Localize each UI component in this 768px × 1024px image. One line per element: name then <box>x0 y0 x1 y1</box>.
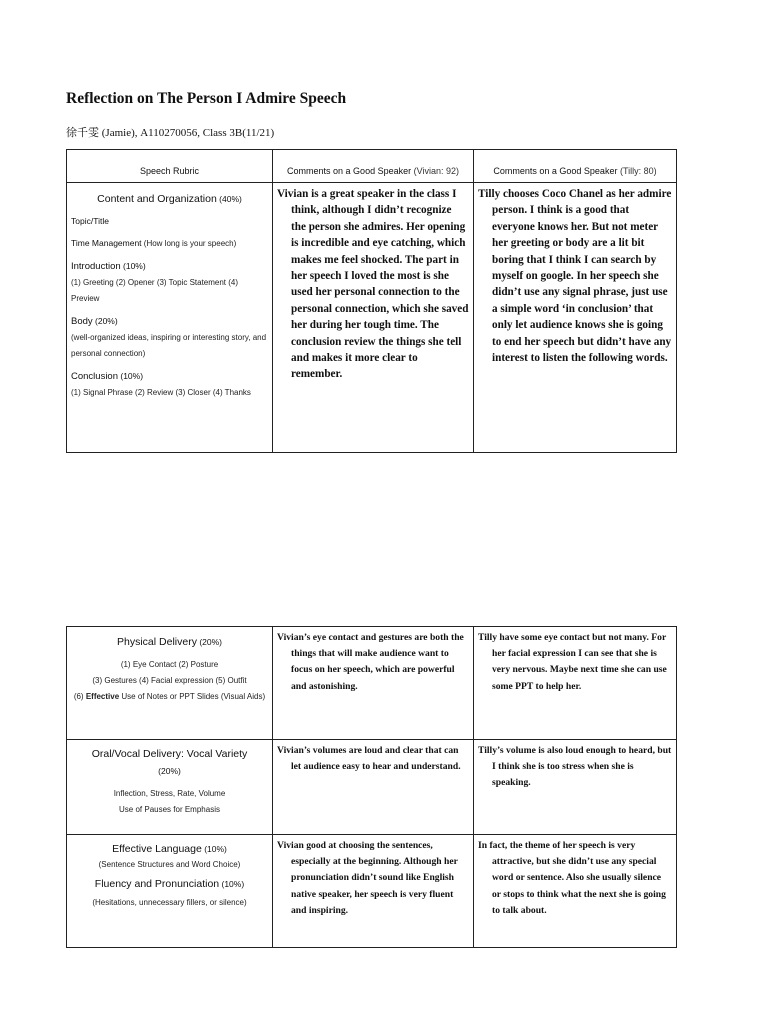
topic-label: Topic/Title <box>71 216 109 226</box>
vivian-comment-cell <box>273 627 474 740</box>
topic-title-label <box>71 213 268 229</box>
author-byline: 徐千雯 (Jamie), A110270056, Class 3B(11/21) <box>66 127 275 139</box>
rubric-cell-content <box>67 183 273 453</box>
header-label: Speech Rubric <box>139 165 200 176</box>
physical-line-2: (3) Gestures (4) Facial expression (5) Outfit <box>92 676 247 685</box>
content-pct: (40%) <box>216 194 242 204</box>
rubric-table-top <box>66 149 677 453</box>
header-vivian <box>273 150 474 183</box>
vivian-comment-cell <box>273 835 474 948</box>
header-score: (Tilly: 80) <box>619 165 657 176</box>
physical-line-1: (1) Eye Contact (2) Posture <box>120 660 219 669</box>
tilly-comment-cell <box>474 835 677 948</box>
body-heading <box>71 313 268 330</box>
line3-bold: Effective <box>85 692 120 701</box>
header-score: (Vivian: 92) <box>413 165 459 176</box>
time-heading: Time Management <box>71 238 142 248</box>
fluency-heading: Fluency and Pronunciation <box>94 878 220 890</box>
vocal-pct: (20%) <box>158 766 181 776</box>
vivian-comment: Vivian’s eye contact and gestures are both the things that will make audience want to focus on her speech, which are powerful and astonishing. <box>277 632 464 692</box>
body-pct: (20%) <box>92 316 118 326</box>
header-speech-rubric <box>67 150 273 183</box>
tilly-comment: Tilly have some eye contact but not many. For her facial expression I can see that she is very nervous. Maybe next time she can use some PPT to help her. <box>478 632 667 692</box>
time-note: (How long is your speech) <box>141 239 237 248</box>
vivian-comment: Vivian is a great speaker in the class I think, although I didn’t recognize the person she admires. Her opening is incredible and eye catching, which makes me feel shocked. The part in her speech I loved the most is she used her personal connection to the personal connection, which she saved her during her tough time. The conclusion review the things she tell and makes it more clear to remember. <box>277 188 469 381</box>
introduction-heading <box>71 258 268 275</box>
conclusion-heading <box>71 368 268 385</box>
intro-pct: (10%) <box>120 261 146 271</box>
physical-heading: Physical Delivery <box>117 636 197 648</box>
rubric-cell-physical <box>67 627 273 740</box>
physical-pct: (20%) <box>196 637 222 647</box>
tilly-comment: Tilly chooses Coco Chanel as her admire person. I think is a good that everyone knows her. But not meter her greeting or body are a lit bit boring that I think I can search by myself on google. In her speech she didn’t use any signal phrase, just use a simple word ‘in conclusion’ that only let audience knows she is going to end her speech but didn’t have any interest to listen the following words. <box>478 188 672 365</box>
header-label: Comments on a Good Speaker <box>493 165 620 176</box>
table-row <box>67 835 677 948</box>
tilly-comment-cell <box>474 627 677 740</box>
fluency-pct: (10%) <box>219 879 245 889</box>
tilly-comment: In fact, the theme of her speech is very attractive, but she didn’t use any special word or sentence. Also she usually silence or stops to think what the next she is going to talk about. <box>478 840 666 916</box>
body-heading-label: Body <box>71 316 93 327</box>
vivian-comment-cell <box>273 740 474 835</box>
tilly-comment-cell <box>474 740 677 835</box>
line3-prefix: (6) <box>73 692 86 701</box>
physical-line-3 <box>71 689 268 705</box>
conclusion-items: (1) Signal Phrase (2) Review (3) Closer (4) Thanks <box>71 388 251 397</box>
vivian-comment: Vivian good at choosing the sentences, especially at the beginning. Although her pronunciation didn’t sound like English native speaker, her speech is very fluent and inspiring. <box>277 840 458 916</box>
language-heading: Effective Language <box>112 843 202 855</box>
vocal-heading: Oral/Vocal Delivery: Vocal Variety <box>91 748 248 760</box>
body-items: (well-organized ideas, inspiring or interesting story, and personal connection) <box>71 333 267 358</box>
tilly-comment-cell <box>474 183 677 453</box>
vivian-comment-cell <box>273 183 474 453</box>
fluency-line-1: (Hesitations, unnecessary fillers, or silence) <box>92 898 247 907</box>
vocal-line-1: Inflection, Stress, Rate, Volume <box>113 789 226 798</box>
rubric-cell-language <box>67 835 273 948</box>
table-header-row <box>67 150 677 183</box>
conclusion-pct: (10%) <box>118 371 144 381</box>
introduction-items: (1) Greeting (2) Opener (3) Topic Statement (4) Preview <box>71 278 239 303</box>
language-line-1: (Sentence Structures and Word Choice) <box>98 860 241 869</box>
table-row <box>67 627 677 740</box>
table-row <box>67 183 677 453</box>
header-label: Comments on a Good Speaker <box>287 165 414 176</box>
intro-heading: Introduction <box>71 261 121 272</box>
document-title: Reflection on The Person I Admire Speech <box>66 90 347 107</box>
rubric-table-bottom <box>66 626 677 948</box>
rubric-cell-vocal <box>67 740 273 835</box>
header-tilly <box>474 150 677 183</box>
vocal-line-2: Use of Pauses for Emphasis <box>119 805 220 814</box>
content-heading: Content and Organization <box>97 193 217 205</box>
tilly-comment: Tilly’s volume is also loud enough to heard, but I think she is too stress when she is speaking. <box>478 745 672 789</box>
line3-suffix: Use of Notes or PPT Slides (Visual Aids) <box>119 692 266 701</box>
conclusion-heading-label: Conclusion <box>71 371 118 382</box>
time-management <box>71 235 268 252</box>
language-pct: (10%) <box>201 844 227 854</box>
vivian-comment: Vivian’s volumes are loud and clear that can let audience easy to hear and understand. <box>277 745 461 773</box>
table-row <box>67 740 677 835</box>
